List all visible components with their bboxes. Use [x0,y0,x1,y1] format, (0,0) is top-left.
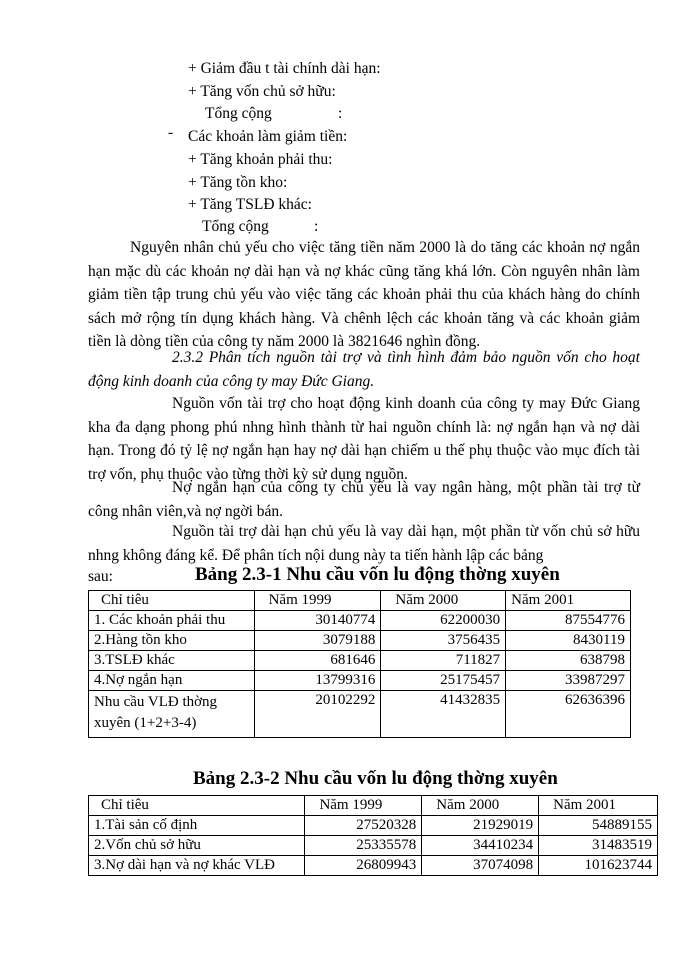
cell-value: 62200030 [381,611,506,631]
line-giam-dau-tu: + Giảm đầu t tài chính dài hạn: [188,60,381,77]
line-cac-khoan-giam: Các khoản làm giảm tiền: [188,128,348,145]
cell-value: 25335578 [305,836,422,856]
header-nam-2000: Năm 2000 [422,796,539,816]
table-row [89,611,631,631]
table-header-row [89,591,631,611]
line-tong-cong-2: Tổng cộng [202,218,269,235]
cell-value: 711827 [381,651,506,671]
table1-title: Bảng 2.3-1 Nhu cầu vốn lu động thờng xuyên [195,564,560,585]
header-nam-1999: Năm 1999 [254,591,381,611]
row-label: 3.Nợ dài hạn và nợ khác VLĐ [89,856,305,876]
cell-value: 3756435 [381,631,506,651]
line-tong-cong-1: Tổng cộng [205,105,272,122]
table-row [89,691,631,738]
header-nam-1999: Năm 1999 [305,796,422,816]
cell-value: 8430119 [506,631,631,651]
header-nam-2001: Năm 2001 [539,796,658,816]
line-tang-tsld: + Tăng TSLĐ khác: [188,196,312,213]
table-row [89,836,658,856]
paragraph-nguyen-nhan: Nguyên nhân chủ yếu cho việc tăng tiền năm 2000 là do tăng các khoản nợ ngắn hạn mặc dù các khoản nợ dài hạn và nợ khác cũng tăng khá lớn. Còn nguyên nhân làm giảm tiền tập trung chủ yếu vào việc tăng các khoản phải thu của khách hàng do chính sách mở rộng tín dụng khách hàng. Và chênh lệch các khoản tăng và các khoản giảm tiền là dòng tiền của công ty năm 2000 là 3821646 nghìn đồng. [88,239,640,350]
cell-value: 41432835 [381,691,506,738]
table-nguon-von [88,795,658,876]
table-row [89,631,631,651]
paragraph-tail-sau: sau: [88,568,113,585]
dash-bullet: - [168,124,174,141]
cell-value: 31483519 [539,836,658,856]
cell-value: 87554776 [506,611,631,631]
cell-value: 62636396 [506,691,631,738]
paragraph-no-ngan-han: Nợ ngắn hạn của công ty chủ yếu là vay ngân hàng, một phần tài trợ từ công nhân viên,và nợ ngời bán. [88,479,640,520]
header-chi-tieu: Chỉ tiêu [89,591,255,611]
cell-value: 37074098 [422,856,539,876]
header-nam-2001: Năm 2001 [506,591,631,611]
table-row [89,671,631,691]
table-row [89,651,631,671]
cell-value: 681646 [254,651,381,671]
row-label: 1. Các khoản phải thu [89,611,255,631]
paragraph-nguon-von: Nguồn vốn tài trợ cho hoạt động kinh doanh của công ty may Đức Giang kha đa dạng phong phú nhng hình thành từ hai nguồn chính là: nợ ngắn hạn và nợ dài hạn. Trong đó tỷ lệ nợ ngắn hạn hay nợ dài hạn chiếm u thế phụ thuộc vào mục đích tài trợ vốn, phụ thuộc vào từng thời kỳ sử dụng nguồn. [88,395,640,483]
cell-value: 25175457 [381,671,506,691]
row-label: 1.Tài sản cố định [89,816,305,836]
cell-value: 33987297 [506,671,631,691]
row-label: 3.TSLĐ khác [89,651,255,671]
cell-value: 101623744 [539,856,658,876]
cell-value: 34410234 [422,836,539,856]
cell-value: 13799316 [254,671,381,691]
line-tang-von-csh: + Tăng vốn chủ sở hữu: [188,83,336,100]
cell-value: 21929019 [422,816,539,836]
row-label: 4.Nợ ngắn hạn [89,671,255,691]
line-tang-ton-kho: + Tăng tồn kho: [188,174,288,191]
cell-value: 3079188 [254,631,381,651]
header-nam-2000: Năm 2000 [381,591,506,611]
cell-value: 26809943 [305,856,422,876]
table-row [89,816,658,836]
table2-title: Bảng 2.3-2 Nhu cầu vốn lu động thờng xuyên [193,768,558,789]
line-tang-phai-thu: + Tăng khoản phải thu: [188,151,333,168]
colon-2: : [314,218,319,235]
cell-value: 30140774 [254,611,381,631]
section-heading-2-3-2: 2.3.2 Phân tích nguồn tài trợ và tình hình đảm bảo nguồn vốn cho hoạt động kinh doanh của công ty may Đức Giang. [88,349,640,390]
row-label: 2.Vốn chủ sở hữu [89,836,305,856]
cell-value: 27520328 [305,816,422,836]
cell-value: 638798 [506,651,631,671]
cell-value: 54889155 [539,816,658,836]
cell-value: 20102292 [254,691,381,738]
paragraph-nguon-dai-han: Nguồn tài trợ dài hạn chủ yếu là vay dài hạn, một phần từ vốn chủ sở hữu nhng không đáng kể. Để phân tích nội dung này ta tiến hành lập các bảng [88,523,640,564]
colon-1: : [338,105,343,122]
table-nhu-cau-vld [88,590,631,738]
table-row [89,856,658,876]
header-chi-tieu: Chỉ tiêu [89,796,305,816]
row-label: Nhu cầu VLĐ thờng xuyên (1+2+3-4) [89,691,255,738]
row-label: 2.Hàng tồn kho [89,631,255,651]
table-header-row [89,796,658,816]
